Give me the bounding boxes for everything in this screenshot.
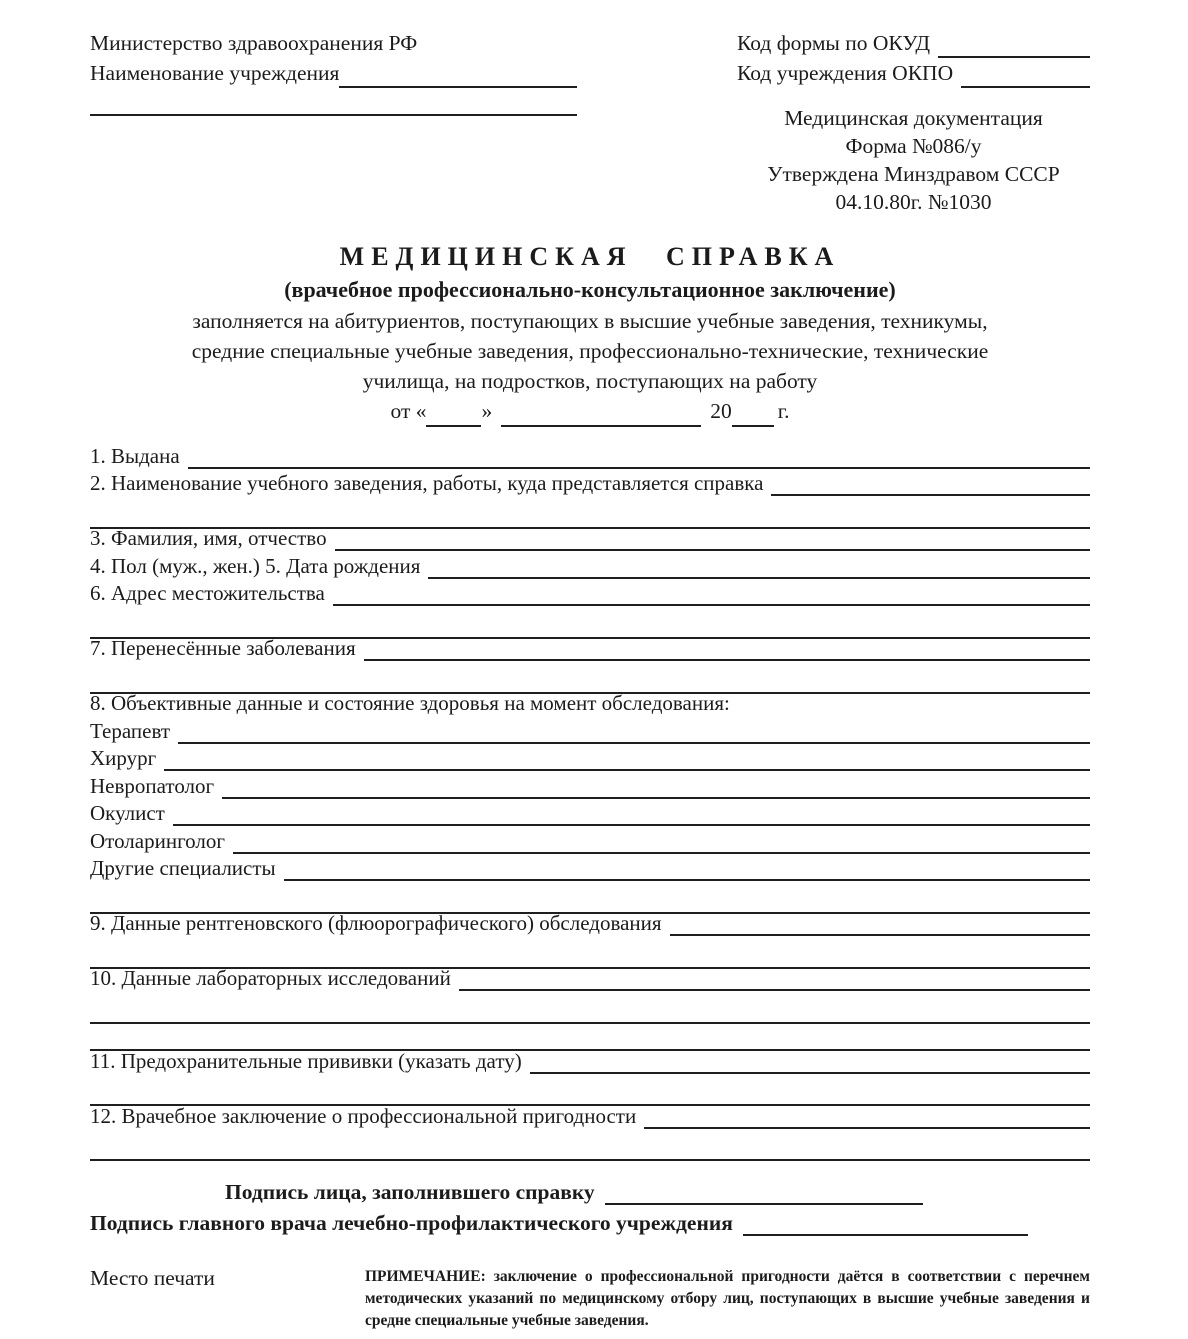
date-prefix: от « — [390, 399, 427, 423]
chief-doctor-signature-label: Подпись главного врача лечебно-профилактического учреждения — [90, 1211, 733, 1235]
date-day-blank — [426, 405, 481, 427]
institution-blank-line — [339, 64, 577, 88]
date-close-quote: » — [481, 399, 493, 423]
field-other-specialists — [90, 854, 1090, 882]
blank-line — [530, 1050, 1090, 1074]
header-right-block — [737, 28, 1090, 216]
continuation-line — [90, 1082, 1090, 1106]
okud-code-line — [737, 28, 1090, 58]
okud-label: Код формы по ОКУД — [737, 31, 931, 55]
form-description-line-3: училища, на подростков, поступающих на работу — [362, 369, 818, 393]
blank-line — [644, 1105, 1090, 1129]
stamp-place-label: Место печати — [90, 1266, 215, 1290]
continuation-row — [90, 501, 1090, 529]
field-label: 3. Фамилия, имя, отчество — [90, 526, 327, 550]
continuation-line — [90, 505, 1090, 529]
continuation-line — [90, 945, 1090, 969]
blank-line — [284, 857, 1090, 881]
field-label: Терапевт — [90, 718, 171, 743]
date-suffix: г. — [777, 399, 790, 423]
continuation-line — [90, 670, 1090, 694]
continuation-row — [90, 941, 1090, 969]
field-issued-to — [90, 441, 1090, 469]
field-label: 2. Наименование учебного заведения, работы, куда представляется справка — [90, 471, 764, 495]
footer-block — [90, 1266, 1090, 1332]
blank-line — [335, 527, 1090, 551]
field-label: Отоларинголог — [90, 828, 225, 853]
field-oculist — [90, 799, 1090, 827]
issue-date-line — [90, 396, 1090, 427]
blank-line — [164, 747, 1090, 771]
continuation-row — [90, 1134, 1090, 1162]
date-year-blank — [732, 405, 774, 427]
continuation-line — [90, 615, 1090, 639]
filler-signature-blank — [605, 1181, 923, 1205]
doc-info-block — [737, 104, 1090, 216]
continuation-line — [90, 890, 1090, 914]
filler-signature-line — [90, 1174, 1090, 1205]
date-month-blank — [501, 405, 701, 427]
field-label: 4. Пол (муж., жен.) 5. Дата рождения — [90, 553, 421, 578]
form-header — [90, 28, 1090, 216]
okud-blank-line — [938, 34, 1090, 58]
field-label: 1. Выдана — [90, 443, 180, 468]
institution-label: Наименование учреждения — [90, 61, 340, 85]
continuation-line — [90, 1027, 1090, 1051]
signatures-block — [90, 1174, 1090, 1236]
blank-line — [178, 720, 1090, 744]
chief-doctor-signature-line — [90, 1205, 1090, 1236]
blank-line — [670, 912, 1090, 936]
field-label: Хирург — [90, 746, 157, 770]
continuation-line — [90, 1000, 1090, 1024]
blank-line — [364, 637, 1090, 661]
field-surgeon — [90, 744, 1090, 772]
form-subtitle: (врачебное профессионально-консультационное заключение) — [284, 277, 896, 302]
continuation-row — [90, 996, 1090, 1024]
field-address — [90, 579, 1090, 607]
blank-line — [428, 555, 1090, 579]
note-paragraph: ПРИМЕЧАНИЕ: заключение о профессиональной пригодности даётся в соответствии с перечнем методических указаний по медицинскому отбору лиц, поступающих в высшие учебные заведения и средне специальные учебные заведения. — [365, 1268, 1090, 1329]
blank-line — [333, 582, 1090, 606]
form-description-line-1: заполняется на абитуриентов, поступающих в высшие учебные заведения, техникумы, — [192, 309, 988, 333]
field-label: 11. Предохранительные прививки (указать дату) — [90, 1048, 522, 1073]
field-label: 10. Данные лабораторных исследований — [90, 966, 451, 990]
okpo-blank-line — [961, 64, 1090, 88]
field-therapist — [90, 716, 1090, 744]
header-left-block — [90, 28, 577, 216]
blank-line — [188, 445, 1090, 469]
continuation-row — [90, 611, 1090, 639]
field-label: 6. Адрес местожительства — [90, 581, 325, 605]
chief-doctor-signature-blank — [743, 1212, 1028, 1236]
field-label: Другие специалисты — [90, 856, 276, 880]
field-label: 7. Перенесённые заболевания — [90, 636, 356, 660]
field-sex-and-birthdate — [90, 551, 1090, 579]
ministry-label: Министерство здравоохранения РФ — [90, 31, 418, 55]
institution-continuation-line — [90, 100, 577, 116]
date-year-prefix: 20 — [710, 399, 732, 423]
form-title: МЕДИЦИНСКАЯ СПРАВКА — [339, 242, 841, 271]
continuation-row — [90, 1024, 1090, 1052]
filler-signature-label: Подпись лица, заполнившего справку — [225, 1180, 595, 1204]
doc-info-type: Медицинская документация — [784, 106, 1043, 130]
blank-line — [771, 472, 1090, 496]
okpo-code-line — [737, 58, 1090, 88]
institution-name-line — [90, 58, 577, 88]
title-block — [90, 240, 1090, 427]
field-label: 9. Данные рентгеновского (флюорографического) обследования — [90, 911, 662, 935]
form-description-line-2: средние специальные учебные заведения, профессионально-технические, технические — [191, 339, 989, 363]
field-label: Невропатолог — [90, 773, 215, 798]
field-label: 12. Врачебное заключение о профессиональной пригодности — [90, 1103, 637, 1128]
blank-line — [173, 802, 1090, 826]
field-institution-name — [90, 469, 1090, 497]
doc-info-order-number: 04.10.80г. №1030 — [835, 190, 992, 214]
field-neurologist — [90, 771, 1090, 799]
ministry-line — [90, 28, 577, 58]
field-otolaryngologist — [90, 826, 1090, 854]
continuation-row — [90, 886, 1090, 914]
continuation-row — [90, 666, 1090, 694]
blank-line — [222, 775, 1090, 799]
continuation-line — [90, 1137, 1090, 1161]
field-label: Окулист — [90, 801, 165, 825]
okpo-label: Код учреждения ОКПО — [737, 61, 954, 85]
continuation-row — [90, 1079, 1090, 1107]
blank-line — [233, 830, 1090, 854]
form-body — [90, 441, 1090, 1156]
section-label: 8. Объективные данные и состояние здоровья на момент обследования: — [90, 691, 730, 715]
doc-info-approved-by: Утверждена Минздравом СССР — [767, 162, 1060, 186]
blank-line — [459, 967, 1090, 991]
doc-info-form-number: Форма №086/у — [845, 134, 982, 158]
